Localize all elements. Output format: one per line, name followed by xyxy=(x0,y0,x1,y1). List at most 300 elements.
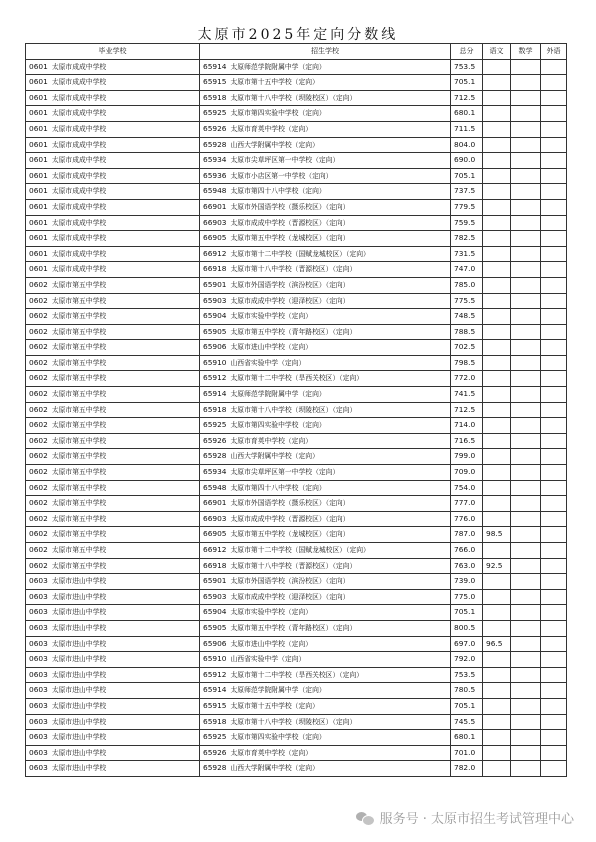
school-code: 0603 xyxy=(29,669,48,679)
watermark xyxy=(356,808,574,827)
table-row xyxy=(26,714,567,730)
target-name: 太原市第四实验中学校（定向） xyxy=(230,109,326,118)
cell-math xyxy=(511,340,541,356)
school-name: 太原市第五中学校 xyxy=(51,312,107,321)
target-code: 66903 xyxy=(203,513,227,523)
cell-target xyxy=(200,231,451,247)
table-row xyxy=(26,574,567,590)
target-code: 65928 xyxy=(203,763,227,773)
cell-target xyxy=(200,324,451,340)
target-code: 65934 xyxy=(203,467,227,477)
cell-english xyxy=(541,730,567,746)
target-code: 65926 xyxy=(203,435,227,445)
cell-target xyxy=(200,168,451,184)
cell-chinese xyxy=(483,371,511,387)
table-row xyxy=(26,620,567,636)
cell-total: 792.0 xyxy=(451,652,483,668)
cell-school xyxy=(26,605,200,621)
cell-total: 731.5 xyxy=(451,246,483,262)
cell-target xyxy=(200,121,451,137)
cell-math xyxy=(511,106,541,122)
cell-target xyxy=(200,620,451,636)
school-name: 太原市第五中学校 xyxy=(51,374,107,383)
cell-math xyxy=(511,496,541,512)
cell-english xyxy=(541,652,567,668)
target-code: 65901 xyxy=(203,576,227,586)
cell-school xyxy=(26,698,200,714)
target-name: 山西大学附属中学校（定向） xyxy=(230,452,319,461)
cell-total: 782.5 xyxy=(451,231,483,247)
cell-math xyxy=(511,543,541,559)
cell-chinese xyxy=(483,730,511,746)
cell-total: 745.5 xyxy=(451,714,483,730)
cell-math xyxy=(511,75,541,91)
cell-school xyxy=(26,652,200,668)
school-name: 太原市进山中学校 xyxy=(51,717,107,726)
table-row xyxy=(26,262,567,278)
cell-chinese: 92.5 xyxy=(483,558,511,574)
cell-math xyxy=(511,418,541,434)
cell-chinese xyxy=(483,309,511,325)
cell-chinese xyxy=(483,231,511,247)
cell-math xyxy=(511,558,541,574)
school-name: 太原市成成中学校 xyxy=(51,202,107,211)
cell-english xyxy=(541,636,567,652)
cell-chinese: 98.5 xyxy=(483,527,511,543)
school-code: 0602 xyxy=(29,326,48,336)
target-name: 太原市第十八中学校（晋源校区）（定向） xyxy=(230,561,357,570)
cell-school xyxy=(26,418,200,434)
school-code: 0601 xyxy=(29,139,48,149)
table-row xyxy=(26,340,567,356)
cell-total: 709.0 xyxy=(451,465,483,481)
cell-target xyxy=(200,153,451,169)
cell-target xyxy=(200,215,451,231)
target-name: 太原市育英中学校（定向） xyxy=(230,748,313,757)
table-row xyxy=(26,309,567,325)
cell-target xyxy=(200,589,451,605)
cell-target xyxy=(200,761,451,777)
wechat-icon xyxy=(356,811,374,825)
cell-math xyxy=(511,511,541,527)
cell-math xyxy=(511,59,541,75)
target-code: 66905 xyxy=(203,233,227,243)
target-name: 山西省实验中学（定向） xyxy=(230,358,306,367)
school-code: 0602 xyxy=(29,404,48,414)
cell-math xyxy=(511,90,541,106)
target-name: 太原市第十二中学校（旱西关校区）（定向） xyxy=(230,670,364,679)
cell-math xyxy=(511,465,541,481)
cell-english xyxy=(541,75,567,91)
cell-school xyxy=(26,667,200,683)
cell-english xyxy=(541,589,567,605)
cell-chinese xyxy=(483,589,511,605)
target-name: 太原市第四实验中学校（定向） xyxy=(230,733,326,742)
school-code: 0601 xyxy=(29,108,48,118)
cell-english xyxy=(541,231,567,247)
school-code: 0601 xyxy=(29,233,48,243)
cell-school xyxy=(26,761,200,777)
table-row xyxy=(26,558,567,574)
target-code: 65925 xyxy=(203,420,227,430)
cell-target xyxy=(200,683,451,699)
target-code: 65915 xyxy=(203,700,227,710)
table-row xyxy=(26,184,567,200)
school-code: 0601 xyxy=(29,170,48,180)
cell-target xyxy=(200,745,451,761)
cell-target xyxy=(200,543,451,559)
target-name: 太原市外国语学校（滨汾校区）（定向） xyxy=(230,577,350,586)
cell-chinese xyxy=(483,449,511,465)
cell-english xyxy=(541,543,567,559)
cell-total: 775.5 xyxy=(451,293,483,309)
school-name: 太原市第五中学校 xyxy=(51,468,107,477)
school-code: 0602 xyxy=(29,435,48,445)
cell-english xyxy=(541,137,567,153)
cell-target xyxy=(200,355,451,371)
cell-chinese xyxy=(483,387,511,403)
cell-target xyxy=(200,605,451,621)
cell-chinese xyxy=(483,402,511,418)
cell-total: 748.5 xyxy=(451,309,483,325)
school-name: 太原市第五中学校 xyxy=(51,327,107,336)
target-name: 太原市第十八中学校（坝陵校区）（定向） xyxy=(230,93,357,102)
table-row xyxy=(26,543,567,559)
cell-total: 775.0 xyxy=(451,589,483,605)
cell-school xyxy=(26,636,200,652)
cell-math xyxy=(511,449,541,465)
target-code: 66918 xyxy=(203,560,227,570)
cell-chinese xyxy=(483,465,511,481)
target-code: 65912 xyxy=(203,373,227,383)
school-code: 0603 xyxy=(29,700,48,710)
cell-english xyxy=(541,761,567,777)
school-code: 0602 xyxy=(29,513,48,523)
cell-total: 690.0 xyxy=(451,153,483,169)
school-code: 0601 xyxy=(29,186,48,196)
cell-chinese xyxy=(483,293,511,309)
cell-english xyxy=(541,465,567,481)
cell-total: 753.5 xyxy=(451,59,483,75)
school-code: 0601 xyxy=(29,155,48,165)
school-name: 太原市成成中学校 xyxy=(51,218,107,227)
cell-math xyxy=(511,698,541,714)
cell-math xyxy=(511,246,541,262)
target-name: 太原市尖草坪区第一中学校（定向） xyxy=(230,468,340,477)
target-name: 太原市进山中学校（定向） xyxy=(230,639,313,648)
target-code: 65904 xyxy=(203,607,227,617)
cell-school xyxy=(26,433,200,449)
cell-chinese xyxy=(483,714,511,730)
cell-math xyxy=(511,745,541,761)
target-name: 太原市小店区第一中学校（定向） xyxy=(230,171,333,180)
cell-school xyxy=(26,496,200,512)
cell-english xyxy=(541,433,567,449)
cell-school xyxy=(26,184,200,200)
school-name: 太原市第五中学校 xyxy=(51,405,107,414)
table-row xyxy=(26,231,567,247)
target-code: 65901 xyxy=(203,279,227,289)
cell-chinese xyxy=(483,340,511,356)
cell-total: 785.0 xyxy=(451,277,483,293)
table-row xyxy=(26,293,567,309)
cell-target xyxy=(200,75,451,91)
cell-school xyxy=(26,90,200,106)
cell-total: 779.5 xyxy=(451,199,483,215)
cell-chinese xyxy=(483,355,511,371)
cell-english xyxy=(541,698,567,714)
school-code: 0603 xyxy=(29,763,48,773)
cell-chinese xyxy=(483,246,511,262)
target-name: 太原市尖草坪区第一中学校（定向） xyxy=(230,156,340,165)
table-row xyxy=(26,75,567,91)
cell-english xyxy=(541,745,567,761)
cell-english xyxy=(541,449,567,465)
cell-total: 780.5 xyxy=(451,683,483,699)
school-name: 太原市进山中学校 xyxy=(51,670,107,679)
cell-school xyxy=(26,121,200,137)
school-code: 0603 xyxy=(29,622,48,632)
table-row xyxy=(26,168,567,184)
cell-english xyxy=(541,402,567,418)
cell-chinese xyxy=(483,761,511,777)
target-code: 65915 xyxy=(203,77,227,87)
target-name: 太原市育英中学校（定向） xyxy=(230,124,313,133)
page-title: 太原市2025年定向分数线 xyxy=(197,27,399,43)
target-name: 太原市第十二中学校（国赋龙城校区）（定向） xyxy=(230,249,370,258)
cell-english xyxy=(541,667,567,683)
target-code: 65903 xyxy=(203,591,227,601)
target-name: 太原市第十五中学校（定向） xyxy=(230,78,319,87)
cell-math xyxy=(511,121,541,137)
table-row xyxy=(26,761,567,777)
cell-total: 705.1 xyxy=(451,605,483,621)
school-code: 0601 xyxy=(29,264,48,274)
cell-total: 763.0 xyxy=(451,558,483,574)
cell-total: 739.0 xyxy=(451,574,483,590)
target-name: 太原市第五中学校（龙城校区）（定向） xyxy=(230,530,350,539)
cell-school xyxy=(26,574,200,590)
school-name: 太原市第五中学校 xyxy=(51,390,107,399)
cell-total: 777.0 xyxy=(451,496,483,512)
target-code: 65918 xyxy=(203,716,227,726)
cell-school xyxy=(26,543,200,559)
table-row xyxy=(26,246,567,262)
school-code: 0603 xyxy=(29,747,48,757)
cell-english xyxy=(541,262,567,278)
school-code: 0601 xyxy=(29,217,48,227)
table-body xyxy=(26,59,567,776)
score-table xyxy=(25,43,567,777)
school-code: 0602 xyxy=(29,311,48,321)
school-name: 太原市第五中学校 xyxy=(51,561,107,570)
target-name: 太原市第十二中学校（旱西关校区）（定向） xyxy=(230,374,364,383)
cell-target xyxy=(200,184,451,200)
cell-school xyxy=(26,168,200,184)
cell-school xyxy=(26,59,200,75)
target-name: 太原市第五中学校（青年路校区）（定向） xyxy=(230,623,357,632)
school-name: 太原市第五中学校 xyxy=(51,499,107,508)
cell-english xyxy=(541,309,567,325)
table-header-row xyxy=(26,44,567,60)
table-row xyxy=(26,449,567,465)
cell-target xyxy=(200,433,451,449)
school-name: 太原市成成中学校 xyxy=(51,156,107,165)
school-name: 太原市第五中学校 xyxy=(51,452,107,461)
cell-math xyxy=(511,480,541,496)
cell-target xyxy=(200,402,451,418)
cell-math xyxy=(511,324,541,340)
cell-target xyxy=(200,698,451,714)
target-code: 65918 xyxy=(203,404,227,414)
table-row xyxy=(26,683,567,699)
cell-math xyxy=(511,527,541,543)
cell-chinese xyxy=(483,667,511,683)
cell-target xyxy=(200,418,451,434)
school-code: 0601 xyxy=(29,92,48,102)
cell-english xyxy=(541,371,567,387)
school-name: 太原市第五中学校 xyxy=(51,280,107,289)
cell-chinese xyxy=(483,90,511,106)
cell-chinese xyxy=(483,106,511,122)
cell-total: 799.0 xyxy=(451,449,483,465)
cell-school xyxy=(26,215,200,231)
header-english: 外语 xyxy=(541,44,567,60)
cell-school xyxy=(26,246,200,262)
table-row xyxy=(26,153,567,169)
school-name: 太原市进山中学校 xyxy=(51,577,107,586)
table-row xyxy=(26,402,567,418)
cell-school xyxy=(26,309,200,325)
cell-total: 702.5 xyxy=(451,340,483,356)
cell-school xyxy=(26,371,200,387)
cell-total: 705.1 xyxy=(451,168,483,184)
cell-total: 680.1 xyxy=(451,106,483,122)
target-name: 太原市外国语学校（滨汾校区）（定向） xyxy=(230,280,350,289)
cell-school xyxy=(26,75,200,91)
header-school: 毕业学校 xyxy=(26,44,200,60)
school-name: 太原市进山中学校 xyxy=(51,764,107,773)
cell-total: 737.5 xyxy=(451,184,483,200)
school-code: 0602 xyxy=(29,482,48,492)
cell-english xyxy=(541,683,567,699)
cell-target xyxy=(200,309,451,325)
cell-total: 705.1 xyxy=(451,75,483,91)
cell-english xyxy=(541,714,567,730)
school-code: 0603 xyxy=(29,638,48,648)
cell-math xyxy=(511,371,541,387)
table-row xyxy=(26,589,567,605)
school-name: 太原市第五中学校 xyxy=(51,421,107,430)
cell-math xyxy=(511,168,541,184)
cell-math xyxy=(511,262,541,278)
table-row xyxy=(26,433,567,449)
cell-school xyxy=(26,231,200,247)
target-code: 65948 xyxy=(203,482,227,492)
target-code: 65906 xyxy=(203,342,227,352)
cell-math xyxy=(511,636,541,652)
cell-school xyxy=(26,387,200,403)
cell-english xyxy=(541,340,567,356)
cell-math xyxy=(511,589,541,605)
cell-english xyxy=(541,246,567,262)
cell-school xyxy=(26,480,200,496)
school-name: 太原市进山中学校 xyxy=(51,748,107,757)
school-name: 太原市第五中学校 xyxy=(51,343,107,352)
cell-total: 754.0 xyxy=(451,480,483,496)
cell-school xyxy=(26,620,200,636)
target-name: 太原市外国语学校（摄乐校区）（定向） xyxy=(230,499,350,508)
cell-target xyxy=(200,199,451,215)
cell-target xyxy=(200,90,451,106)
school-name: 太原市成成中学校 xyxy=(51,62,107,71)
table-row xyxy=(26,90,567,106)
cell-math xyxy=(511,574,541,590)
school-name: 太原市进山中学校 xyxy=(51,623,107,632)
table-row xyxy=(26,215,567,231)
target-code: 65903 xyxy=(203,295,227,305)
cell-english xyxy=(541,574,567,590)
target-name: 太原市成成中学校（晋源校区）（定向） xyxy=(230,514,350,523)
cell-total: 712.5 xyxy=(451,90,483,106)
school-code: 0602 xyxy=(29,545,48,554)
cell-total: 714.0 xyxy=(451,418,483,434)
school-code: 0602 xyxy=(29,529,48,539)
target-code: 65905 xyxy=(203,622,227,632)
cell-total: 741.5 xyxy=(451,387,483,403)
cell-english xyxy=(541,199,567,215)
cell-school xyxy=(26,558,200,574)
target-code: 66903 xyxy=(203,217,227,227)
school-code: 0603 xyxy=(29,591,48,601)
cell-english xyxy=(541,558,567,574)
target-name: 太原市第十八中学校（晋源校区）（定向） xyxy=(230,265,357,274)
target-code: 66918 xyxy=(203,264,227,274)
target-name: 太原市育英中学校（定向） xyxy=(230,436,313,445)
cell-chinese xyxy=(483,59,511,75)
school-code: 0603 xyxy=(29,576,48,586)
target-name: 太原市第四十八中学校（定向） xyxy=(230,483,326,492)
cell-math xyxy=(511,714,541,730)
cell-english xyxy=(541,184,567,200)
target-code: 65906 xyxy=(203,638,227,648)
cell-english xyxy=(541,293,567,309)
cell-target xyxy=(200,496,451,512)
school-code: 0601 xyxy=(29,77,48,87)
target-name: 太原市成成中学校（迎泽校区）（定向） xyxy=(230,296,350,305)
cell-math xyxy=(511,277,541,293)
cell-chinese xyxy=(483,184,511,200)
school-code: 0603 xyxy=(29,732,48,742)
cell-total: 680.1 xyxy=(451,730,483,746)
cell-math xyxy=(511,184,541,200)
table-row xyxy=(26,418,567,434)
table-row xyxy=(26,106,567,122)
cell-total: 711.5 xyxy=(451,121,483,137)
cell-english xyxy=(541,121,567,137)
school-name: 太原市成成中学校 xyxy=(51,140,107,149)
table-row xyxy=(26,480,567,496)
header-target: 招生学校 xyxy=(200,44,451,60)
target-name: 太原市成成中学校（迎泽校区）（定向） xyxy=(230,592,350,601)
cell-chinese xyxy=(483,652,511,668)
cell-total: 772.0 xyxy=(451,371,483,387)
cell-school xyxy=(26,465,200,481)
cell-chinese xyxy=(483,324,511,340)
school-name: 太原市第五中学校 xyxy=(51,358,107,367)
cell-chinese xyxy=(483,745,511,761)
table-row xyxy=(26,511,567,527)
